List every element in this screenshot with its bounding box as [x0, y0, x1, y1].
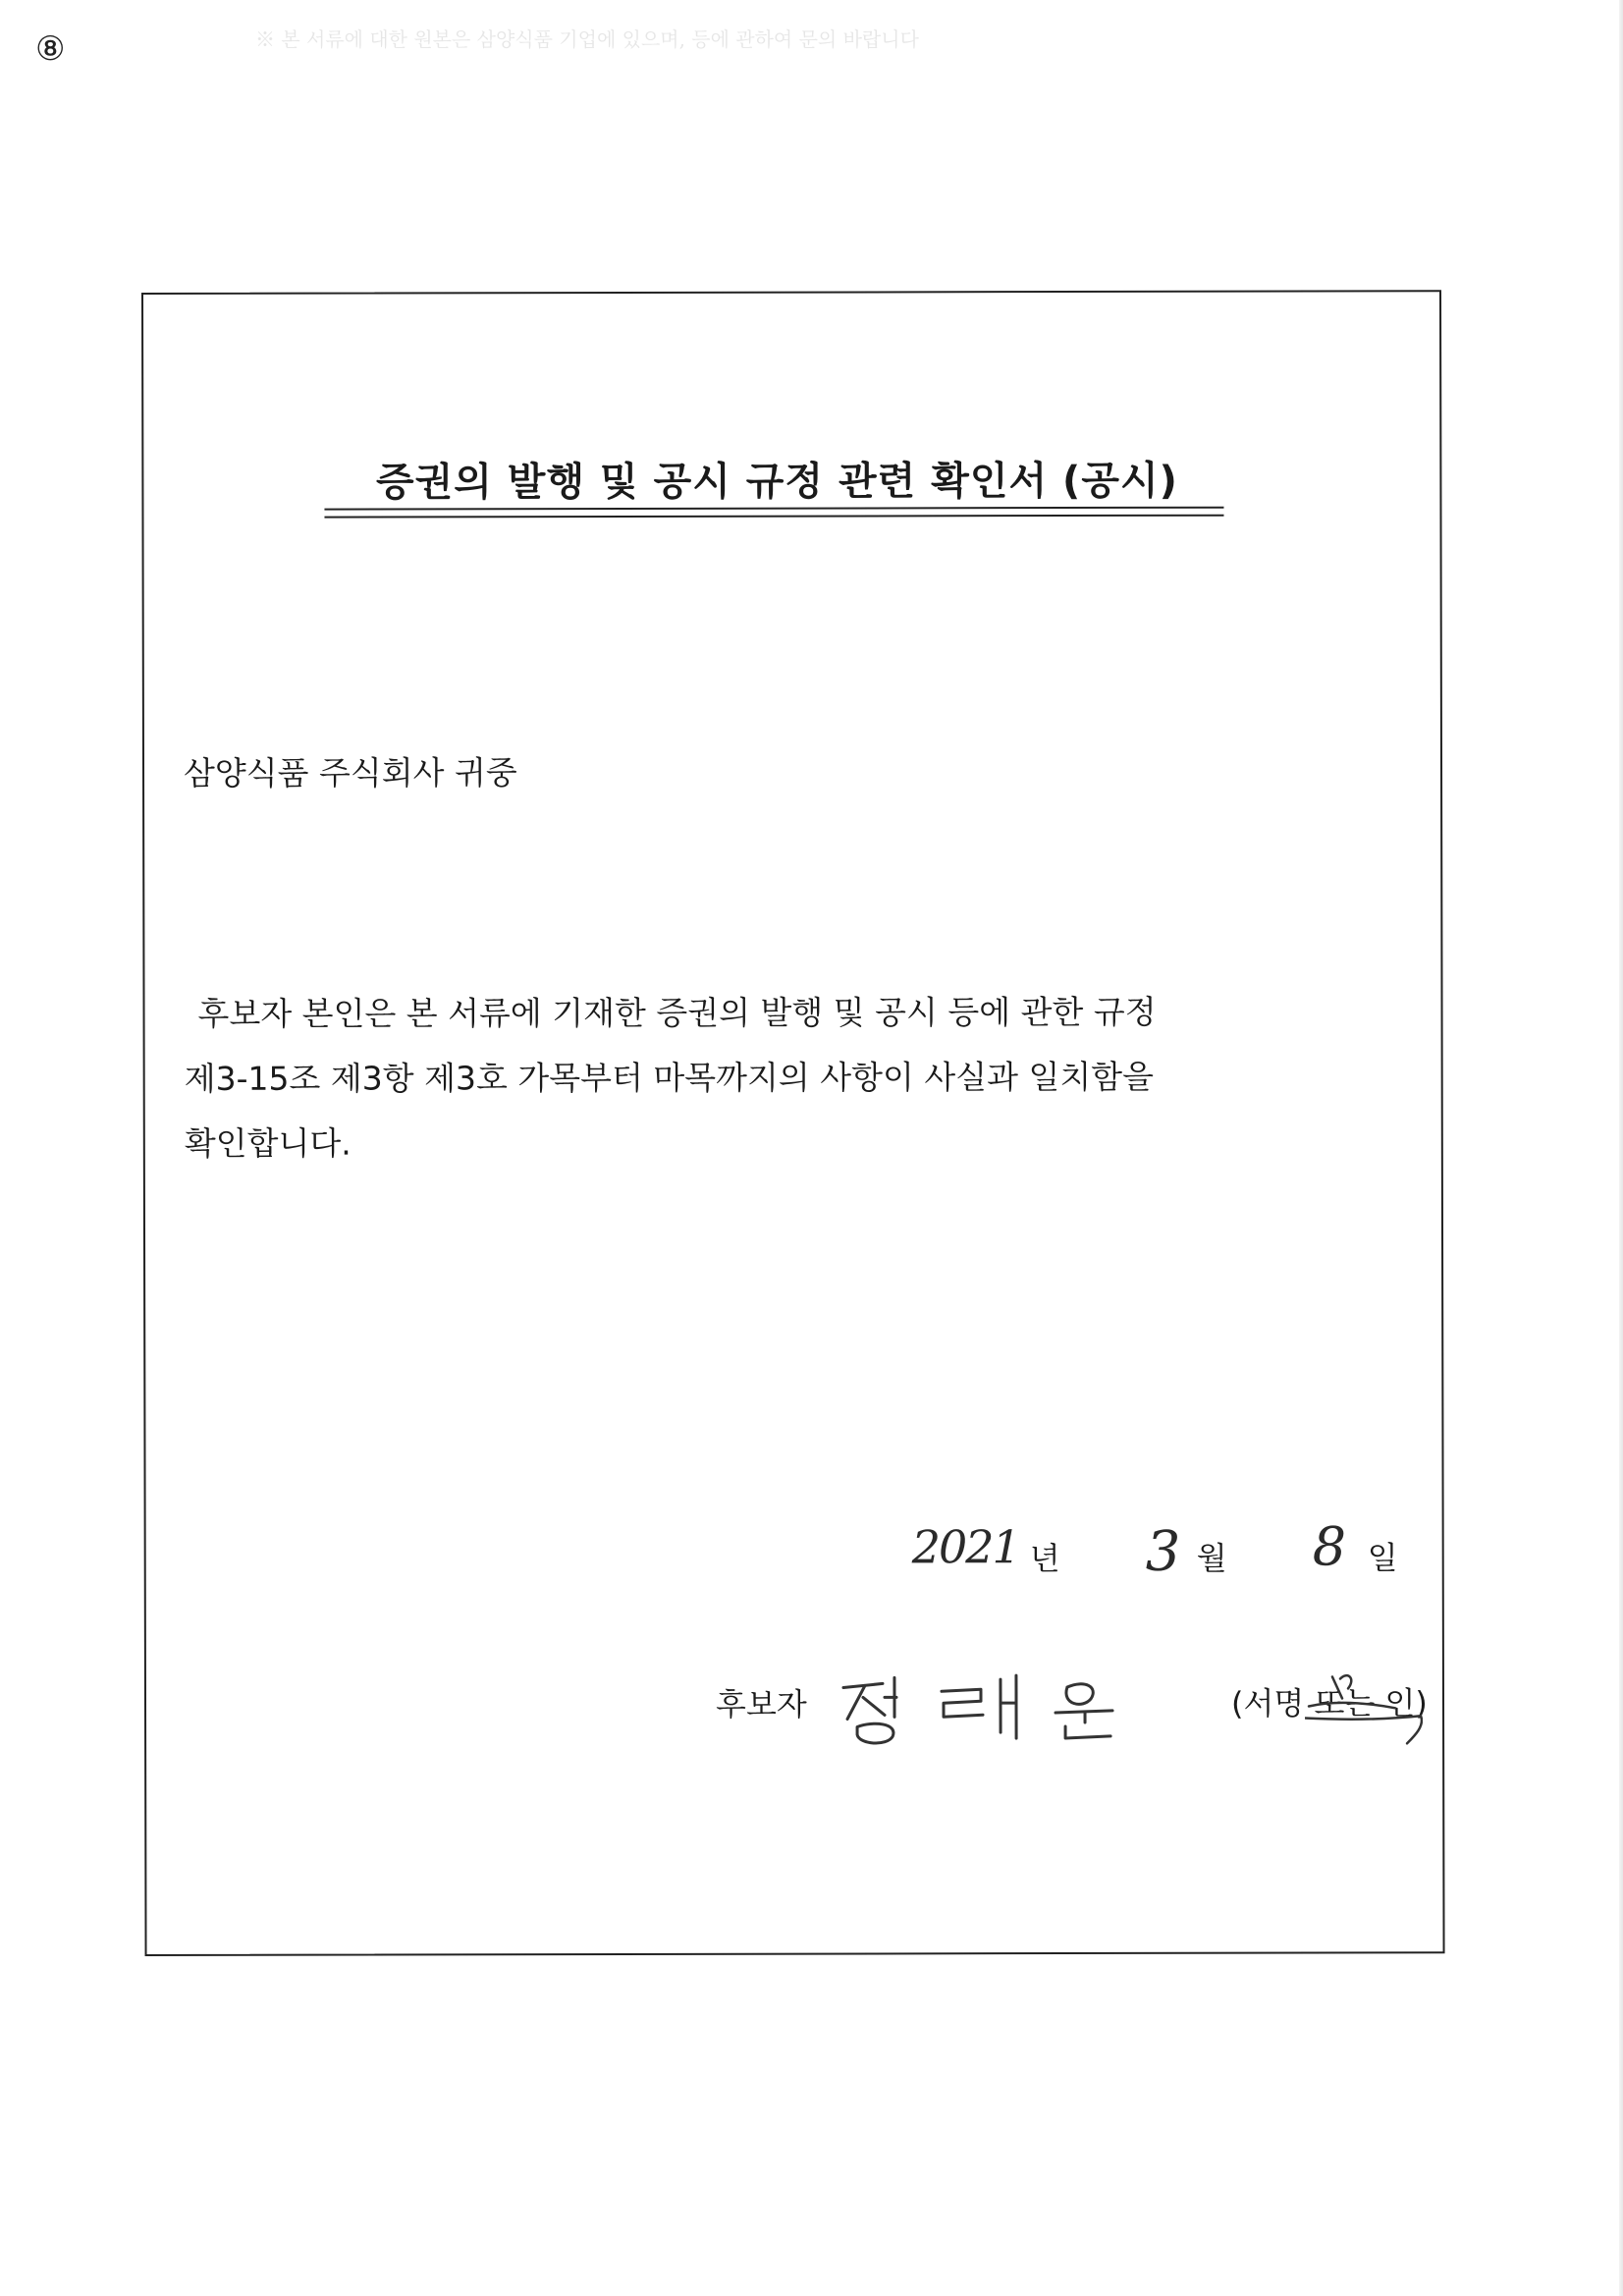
- handwritten-day: 8: [1312, 1515, 1345, 1578]
- overmark-stroke: [1332, 1676, 1342, 1698]
- overmark-stroke: [1340, 1675, 1351, 1688]
- overmark-underline: [1305, 1716, 1422, 1743]
- faint-header-note: ※ 본 서류에 대한 원본은 삼양식품 기업에 있으며, 등에 관하여 문의 바랍니다: [255, 27, 919, 51]
- paragraph-line-2: 제3-15조 제3항 제3호 가목부터 마목까지의 사항이 사실과 일치함을: [184, 1057, 1154, 1098]
- recipient-line: 삼양식품 주식회사 귀중: [183, 753, 517, 793]
- sig-stroke: [1066, 1684, 1093, 1705]
- page-number: ⑧: [35, 29, 66, 69]
- handwritten-signature: [834, 1658, 1226, 1757]
- month-unit: 월: [1196, 1539, 1227, 1577]
- candidate-label: 후보자: [715, 1685, 807, 1723]
- document-frame: [141, 290, 1445, 1956]
- paragraph-line-1: 후보자 본인은 본 서류에 기재한 증권의 발행 및 공시 등에 관한 규정: [197, 992, 1157, 1033]
- title-double-underline: [324, 507, 1223, 519]
- document-title: 증권의 발행 및 공시 규정 관련 확인서 (공시): [375, 458, 1178, 506]
- signature-note: (서명 또는 인): [1230, 1684, 1428, 1722]
- signature-row: [715, 1657, 1428, 1756]
- confirmation-paragraph: [184, 980, 1224, 1176]
- sig-stroke: [942, 1689, 983, 1717]
- paragraph-line-3: 확인합니다.: [184, 1123, 352, 1163]
- scan-edge-shadow: [1619, 0, 1623, 2296]
- sig-stroke: [1065, 1726, 1110, 1738]
- signature-overmark: [1305, 1657, 1423, 1765]
- date-row: [775, 1515, 1403, 1599]
- year-unit: 년: [1029, 1540, 1060, 1578]
- handwritten-month: 3: [1145, 1519, 1179, 1584]
- handwritten-year: 2021: [911, 1520, 1019, 1574]
- overmark-strike: [1309, 1703, 1395, 1709]
- sig-stroke: [857, 1723, 893, 1743]
- sig-stroke: [847, 1685, 865, 1719]
- day-unit: 일: [1367, 1539, 1398, 1577]
- sig-stroke: [863, 1697, 885, 1715]
